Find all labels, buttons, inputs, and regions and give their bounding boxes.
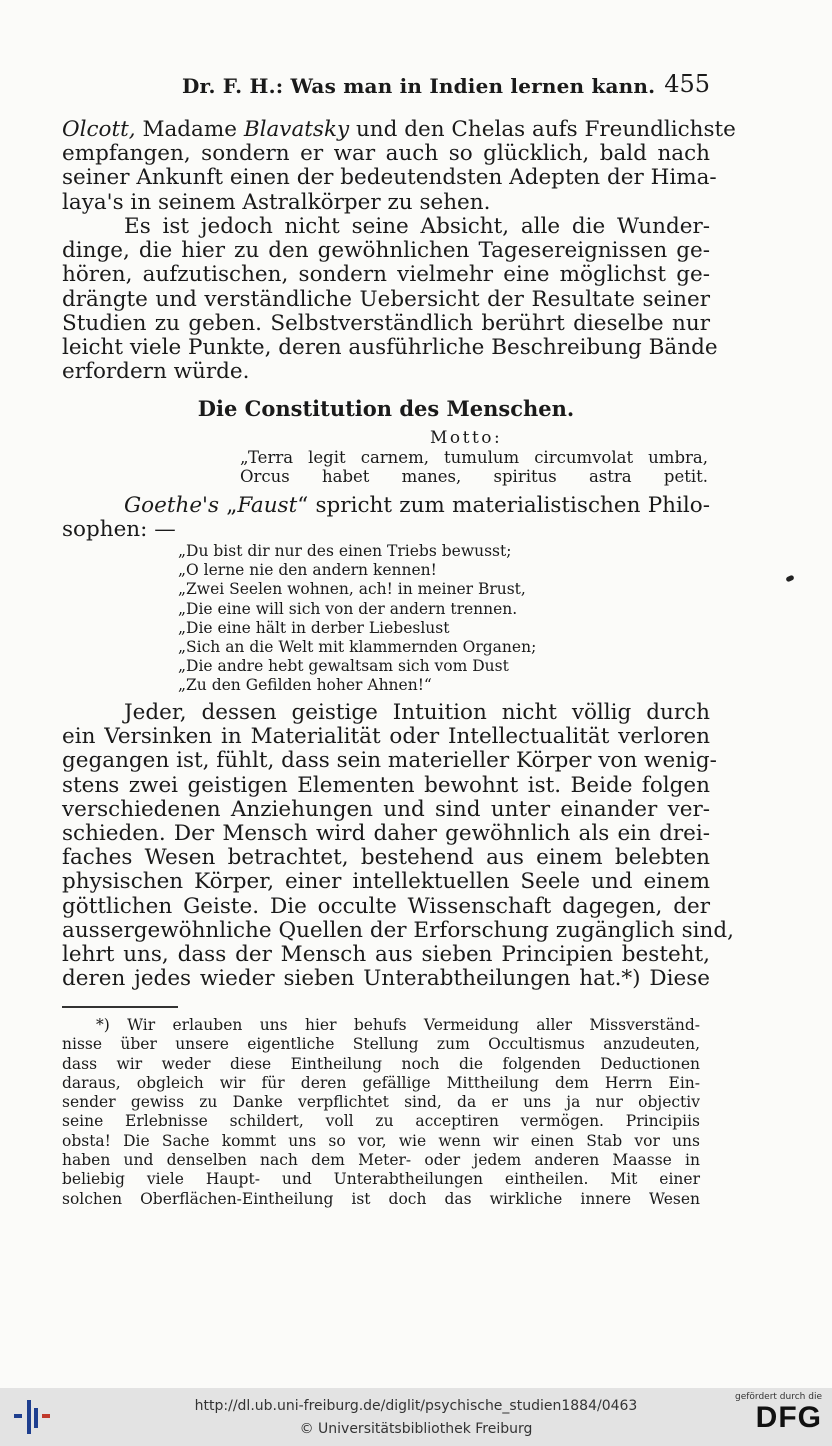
text-line: schieden. Der Mensch wird daher gewöhnlich als ein drei- xyxy=(62,821,710,847)
dfg-wordmark: DFG xyxy=(755,1401,822,1434)
footnote-rule xyxy=(62,1006,178,1008)
paragraph-absicht xyxy=(62,214,718,385)
title-faust: Faust xyxy=(237,493,298,518)
verse-line: „Zwei Seelen wohnen, ach! in meiner Brust, xyxy=(178,580,526,599)
footnote-line: haben und denselben nach dem Meter- oder jedem anderen Maasse in xyxy=(62,1151,700,1170)
verse-line: „Du bist dir nur des einen Triebs bewusst; xyxy=(178,542,512,560)
verse-line: „Die eine hält in derber Liebeslust xyxy=(178,618,450,637)
text-line: lehrt uns, dass der Mensch aus sieben Principien besteht, xyxy=(62,942,710,968)
footnote-line: beliebig viele Haupt- und Unterabtheilungen eintheilen. Mit einer xyxy=(62,1170,700,1189)
text-line: faches Wesen betrachtet, bestehend aus einem belebten xyxy=(62,845,710,871)
text-line: Es ist jedoch nicht seine Absicht, alle die Wunder- xyxy=(124,214,710,239)
motto xyxy=(240,448,708,486)
name-goethe: Goethe's xyxy=(124,493,219,518)
text-line: laya's in seinem Astralkörper zu sehen. xyxy=(62,189,491,215)
text-line: ein Versinken in Materialität oder Intellectualität verloren xyxy=(62,724,710,750)
running-head-title: Dr. F. H.: Was man in Indien lernen kann. xyxy=(182,74,656,98)
text-line: hören, aufzutischen, sondern vielmehr eine möglichst ge- xyxy=(62,262,710,288)
text-line: stens zwei geistigen Elementen bewohnt ist. Beide folgen xyxy=(62,772,710,798)
verse-line: „Sich an die Welt mit klammernden Organen; xyxy=(178,638,537,657)
verse-line: „Die eine will sich von der andern trennen. xyxy=(178,599,518,618)
footnote-line: nisse über unsere eigentliche Stellung zum Occultismus anzudeuten, xyxy=(62,1035,700,1054)
motto-line: „Terra legit carnem, tumulum circumvolat umbra, xyxy=(240,448,708,467)
page-number: 455 xyxy=(664,70,710,98)
paragraph-olcott xyxy=(62,117,736,215)
verse-line: „Zu den Gefilden hoher Ahnen!“ xyxy=(178,676,432,695)
page-url-link[interactable]: http://dl.ub.uni-freiburg.de/diglit/psychische_studien1884/0463 xyxy=(194,1398,638,1414)
footnote-line: solchen Oberflächen-Eintheilung ist doch das wirkliche innere Wesen xyxy=(62,1189,700,1208)
footnote-line: obsta! Die Sache kommt uns so vor, wie wenn wir einen Stab vor uns xyxy=(62,1131,700,1150)
text-line: seiner Ankunft einen der bedeutendsten Adepten der Hima- xyxy=(62,165,717,191)
text-line: aussergewöhnliche Quellen der Erforschung zugänglich sind, xyxy=(62,917,734,943)
paragraph-jeder xyxy=(62,700,734,992)
section-heading: Die Constitution des Menschen. xyxy=(197,396,575,421)
running-head xyxy=(62,70,710,102)
name-blavatsky: Blavatsky xyxy=(243,117,350,142)
text-line: leicht viele Punkte, deren ausführliche Beschreibung Bände xyxy=(62,335,718,361)
text-line: erfordern würde. xyxy=(62,359,250,385)
verse-quote xyxy=(178,542,536,696)
copyright-text: © Universitätsbibliothek Freiburg xyxy=(299,1421,533,1437)
footnote-line: dass wir weder diese Eintheilung noch die folgenden Deductionen xyxy=(62,1054,700,1073)
motto-label: Motto: xyxy=(430,428,503,448)
verse-line: „Die andre hebt gewaltsam sich vom Dust xyxy=(178,657,509,676)
text-line: physischen Körper, einer intellektuellen Seele und einem xyxy=(62,869,710,895)
text-line: verschiedenen Anziehungen und sind unter einander ver- xyxy=(62,796,710,822)
footnote xyxy=(62,1016,700,1209)
footnote-line: sender gewiss zu Danke verpflichtet sind, da er uns ja nur objectiv xyxy=(62,1093,700,1112)
name-olcott: Olcott, xyxy=(62,117,136,142)
text-line: sophen: — xyxy=(62,517,176,543)
text-line: göttlichen Geiste. Die occulte Wissenschaft dagegen, der xyxy=(62,893,710,919)
dfg-logo xyxy=(732,1392,822,1442)
footnote-line: daraus, obgleich wir für deren gefällige Mittheilung dem Herrn Ein- xyxy=(62,1073,700,1092)
verse-line: „O lerne nie den andern kennen! xyxy=(178,561,437,580)
footnote-line: seine Erlebnisse schildert, voll zu acceptiren vermögen. Principiis xyxy=(62,1112,700,1131)
paragraph-faust-intro xyxy=(62,494,710,542)
funding-caption: gefördert durch die xyxy=(735,1392,822,1402)
text-line: Goethe's „Faust“ spricht zum materialistischen Philo- xyxy=(124,493,710,518)
digitization-footer xyxy=(0,1388,832,1446)
footnote-line: *) Wir erlauben uns hier behufs Vermeidung aller Missverständ- xyxy=(96,1016,700,1034)
motto-line: Orcus habet manes, spiritus astra petit. xyxy=(240,467,708,486)
text-line: dinge, die hier zu den gewöhnlichen Tagesereignissen ge- xyxy=(62,238,710,264)
text-line: empfangen, sondern er war auch so glücklich, bald nach xyxy=(62,141,710,167)
text-line: Studien zu geben. Selbstverständlich berührt dieselbe nur xyxy=(62,310,710,336)
text-line: Olcott, Madame Blavatsky und den Chelas aufs Freundlichste xyxy=(62,117,736,142)
text-line: gegangen ist, fühlt, dass sein materieller Körper von wenig- xyxy=(62,748,717,774)
ink-mark xyxy=(785,575,794,583)
text-line: Jeder, dessen geistige Intuition nicht völlig durch xyxy=(124,700,710,725)
text-line: deren jedes wieder sieben Unterabtheilungen hat.*) Diese xyxy=(62,966,710,992)
text-line: drängte und verständliche Uebersicht der Resultate seiner xyxy=(62,286,710,312)
